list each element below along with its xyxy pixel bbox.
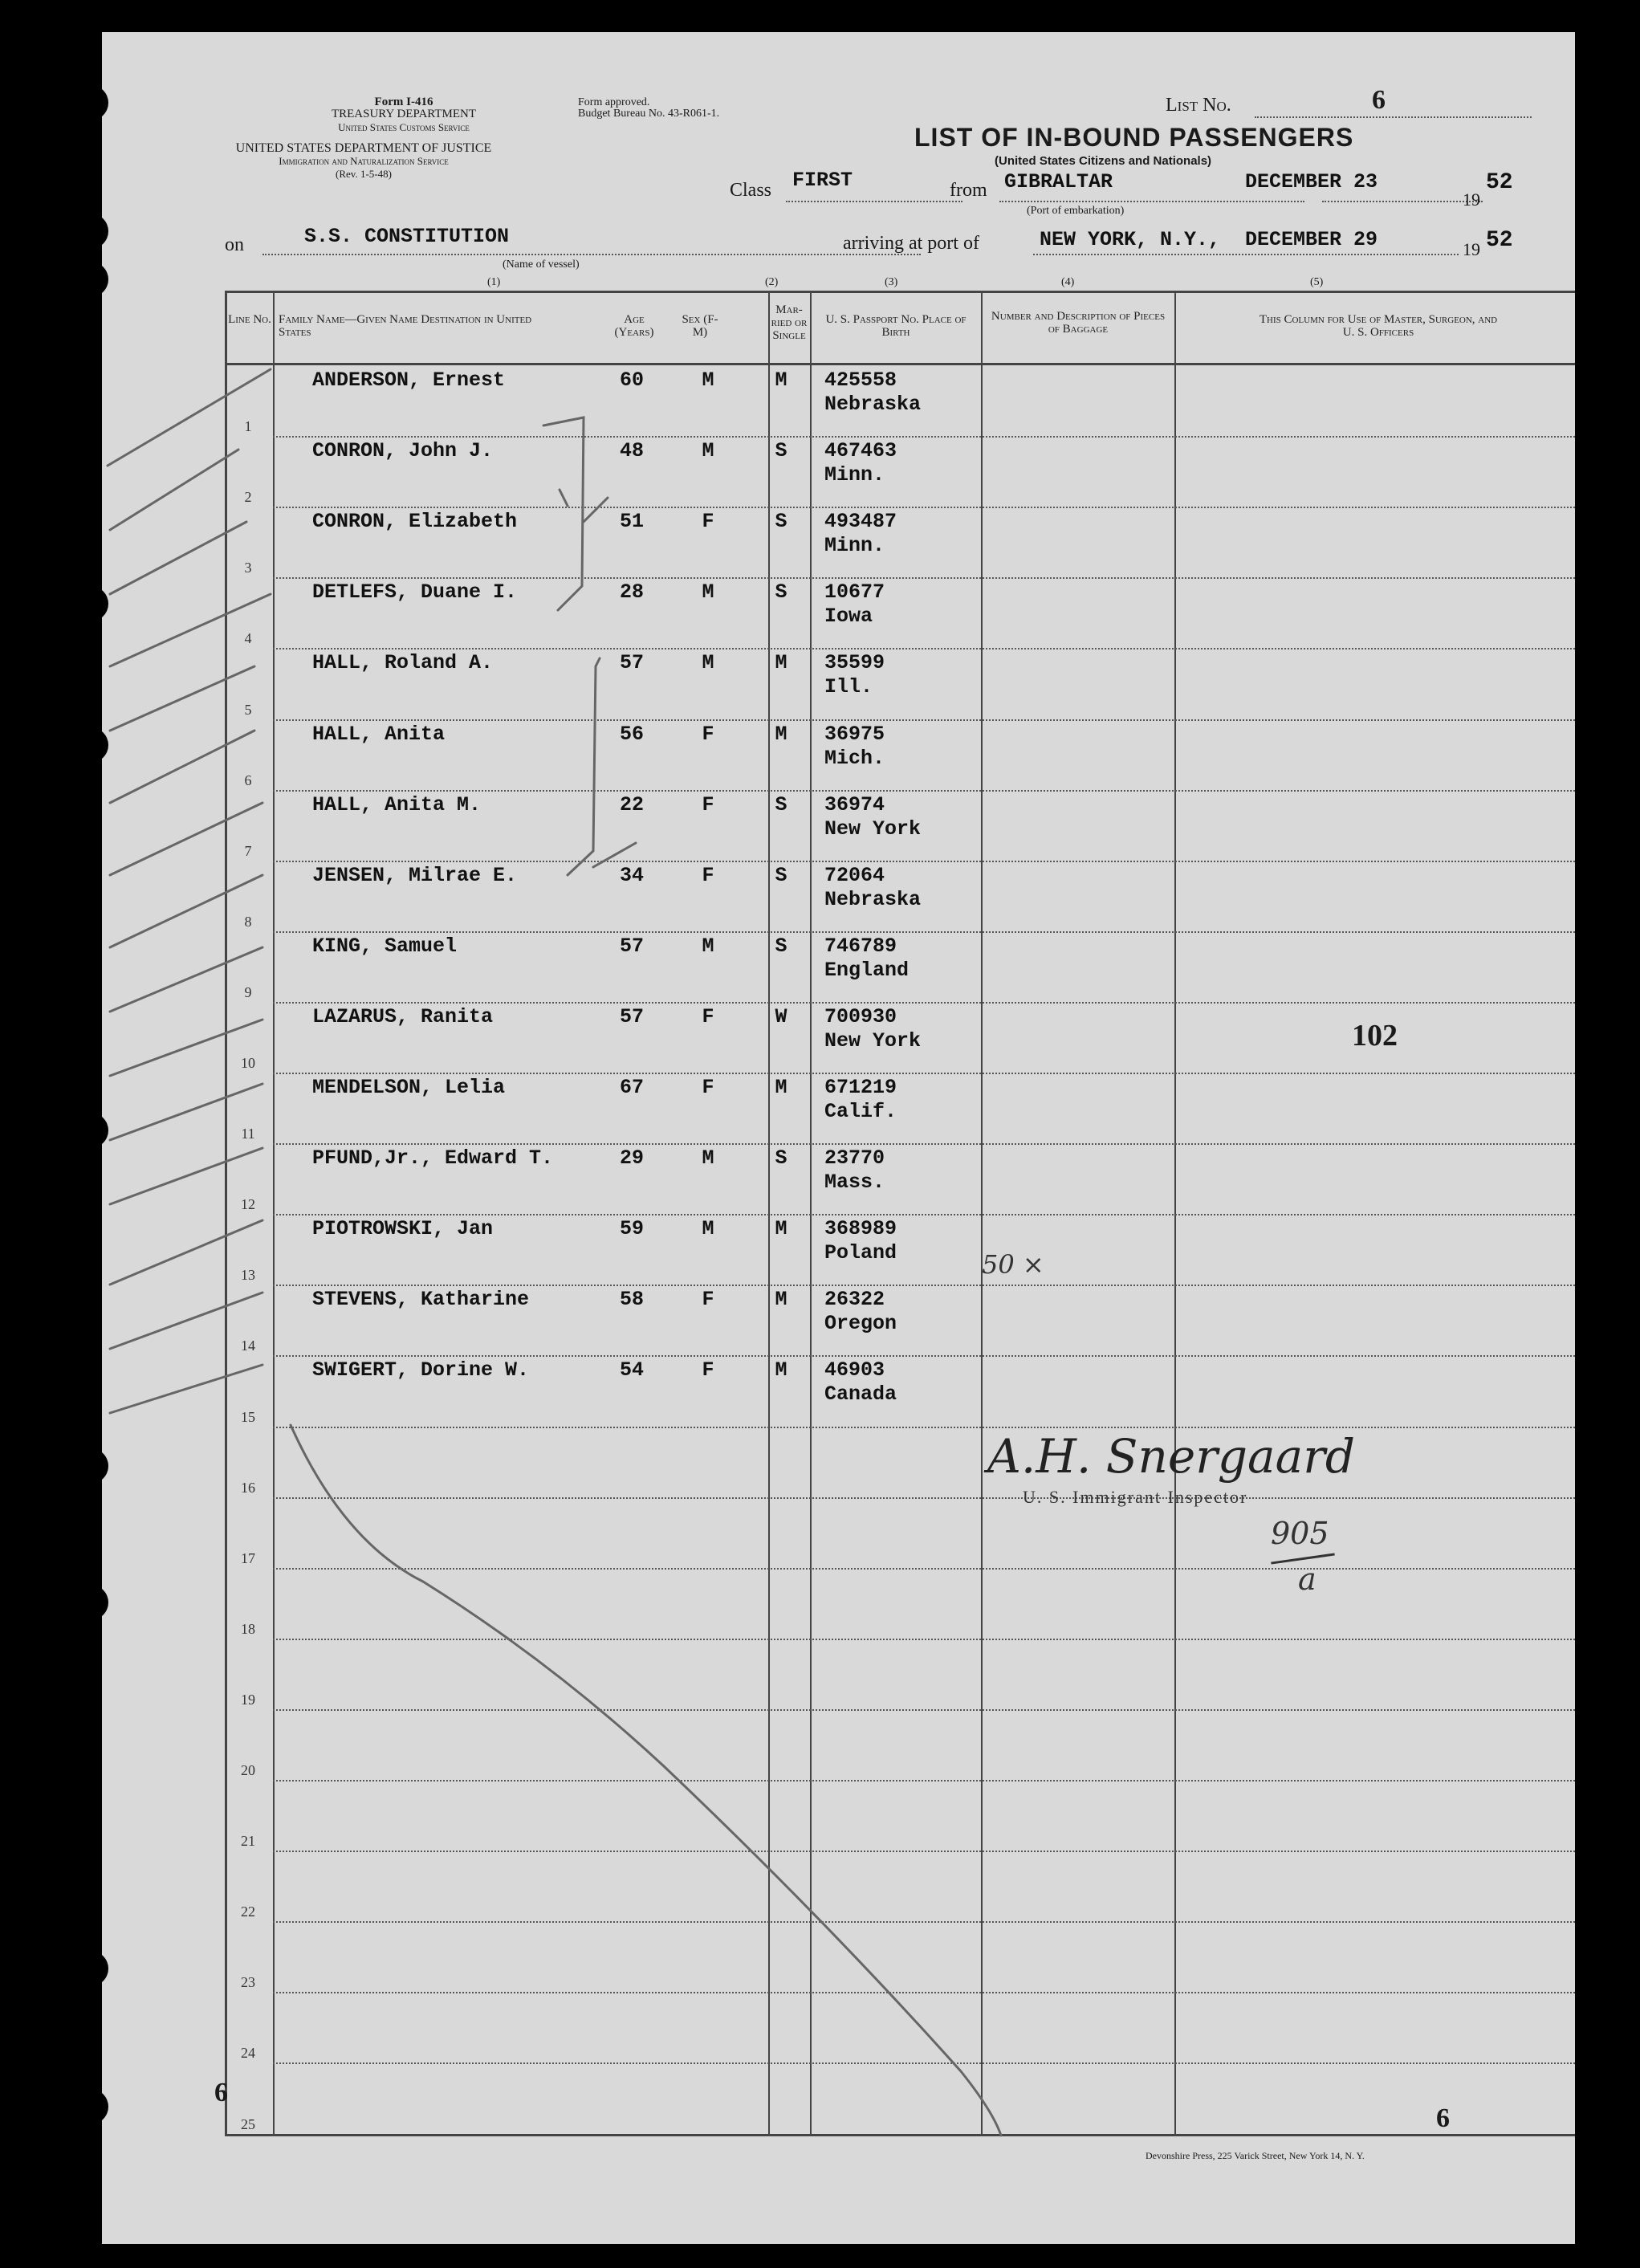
passenger-age: 57: [619, 651, 644, 675]
passport-number: 671219: [824, 1076, 897, 1099]
line-number: 1: [244, 418, 252, 435]
class-value: FIRST: [792, 169, 853, 192]
line-number: 10: [241, 1055, 255, 1071]
list-no-label: List No.: [1166, 95, 1231, 116]
line-number: 12: [241, 1196, 255, 1213]
passenger-name: PFUND,Jr., Edward T.: [312, 1146, 554, 1171]
passenger-name: LAZARUS, Ranita: [312, 1004, 494, 1028]
header-passport: U. S. Passport No. Place of Birth: [825, 313, 967, 339]
birthplace: Oregon: [824, 1312, 897, 1336]
line-number: 2: [244, 489, 252, 506]
passenger-name: HALL, Roland A.: [312, 651, 494, 675]
passenger-age: 51: [619, 510, 644, 534]
list-no-value: 6: [1372, 85, 1386, 115]
passenger-name: PIOTROWSKI, Jan: [312, 1217, 494, 1241]
line-number: 11: [241, 1126, 255, 1142]
passenger-sex: F: [702, 1004, 714, 1028]
col-num-1: (1): [487, 276, 501, 288]
pencil-marks: [102, 32, 1575, 2244]
passenger-sex: F: [702, 1288, 714, 1312]
header-line-no: Line No.: [228, 313, 271, 326]
passenger-marital: M: [775, 1217, 787, 1241]
passenger-age: 60: [619, 368, 644, 392]
on-label: on: [225, 234, 244, 255]
passenger-sex: M: [702, 368, 714, 392]
passport-number: 35599: [824, 651, 885, 675]
col-num-5: (5): [1310, 276, 1324, 288]
passenger-name: JENSEN, Milrae E.: [312, 863, 518, 887]
passenger-age: 54: [619, 1358, 644, 1382]
passenger-marital: M: [775, 368, 787, 392]
page-subtitle: (United States Citizens and Nationals): [995, 154, 1212, 168]
passenger-sex: F: [702, 792, 714, 816]
from-label: from: [950, 180, 987, 201]
col-num-3: (3): [885, 276, 898, 288]
printer-imprint: Devonshire Press, 225 Varick Street, New York 14, N. Y.: [1146, 2150, 1365, 2161]
passenger-age: 34: [619, 863, 644, 887]
line-number: 21: [241, 1833, 255, 1850]
passport-number: 36974: [824, 792, 885, 816]
manifest-sheet: [102, 32, 1575, 2244]
passport-number: 72064: [824, 863, 885, 887]
passenger-marital: S: [775, 792, 787, 816]
passport-number: 746789: [824, 934, 897, 958]
arrival-port: NEW YORK, N.Y.,: [1040, 228, 1221, 251]
passenger-marital: S: [775, 439, 787, 463]
vessel-name: S.S. CONSTITUTION: [304, 225, 510, 248]
birthplace: Mich.: [824, 746, 885, 770]
passport-number: 467463: [824, 439, 897, 463]
line-number: 6: [244, 772, 252, 788]
birthplace: Calif.: [824, 1100, 897, 1123]
passenger-marital: S: [775, 510, 787, 534]
page-title: LIST OF IN-BOUND PASSENGERS: [914, 123, 1354, 152]
line-number: 13: [241, 1267, 255, 1284]
passenger-marital: S: [775, 1146, 787, 1171]
birthplace: New York: [824, 816, 922, 841]
passenger-sex: F: [702, 722, 714, 746]
passenger-age: 29: [619, 1146, 644, 1171]
passenger-age: 58: [619, 1288, 644, 1312]
arriving-label: arriving at port of: [843, 233, 979, 254]
passenger-name: HALL, Anita M.: [312, 792, 482, 816]
birthplace: New York: [824, 1028, 922, 1053]
passenger-sex: M: [702, 651, 714, 675]
passenger-name: SWIGERT, Dorine W.: [312, 1358, 530, 1382]
birthplace: Nebraska: [824, 887, 922, 911]
passenger-age: 56: [619, 722, 644, 746]
line-number: 9: [244, 983, 252, 1000]
fraction-bottom: a: [1298, 1562, 1316, 1597]
birthplace: England: [824, 958, 910, 982]
ins-label: Immigration and Naturalization Service: [279, 155, 449, 167]
passenger-sex: F: [702, 1358, 714, 1382]
line-number: 20: [241, 1762, 255, 1778]
passport-number: 26322: [824, 1288, 885, 1312]
passport-number: 10677: [824, 580, 885, 605]
arrival-date: DECEMBER 29: [1245, 228, 1378, 251]
passenger-sex: M: [702, 1146, 714, 1171]
budget-bureau: Budget Bureau No. 43-R061-1.: [578, 108, 720, 120]
passenger-sex: M: [702, 580, 714, 605]
line-number: 19: [241, 1691, 255, 1708]
line-number: 5: [244, 701, 252, 718]
page-number-right: 6: [1436, 2103, 1450, 2133]
form-number: Form I-416: [374, 96, 433, 108]
year-suffix: 52: [1486, 170, 1513, 195]
line-number: 24: [241, 2045, 255, 2062]
departure-date: DECEMBER 23: [1245, 170, 1378, 193]
passenger-name: ANDERSON, Ernest: [312, 368, 506, 392]
treasury-dept: TREASURY DEPARTMENT: [331, 108, 477, 120]
class-label: Class: [730, 180, 772, 201]
passenger-name: CONRON, John J.: [312, 439, 494, 463]
header-name: Family Name—Given Name Destination in United States: [279, 313, 532, 339]
birthplace: Minn.: [824, 534, 885, 558]
vessel-note: (Name of vessel): [503, 259, 580, 271]
revision: (Rev. 1-5-48): [336, 168, 392, 180]
inspector-signature: A.H. Snergaard: [987, 1429, 1356, 1484]
justice-dept: UNITED STATES DEPARTMENT OF JUSTICE: [235, 141, 492, 155]
line-number: 22: [241, 1904, 255, 1920]
line-number: 25: [241, 2115, 255, 2132]
col-num-4: (4): [1061, 276, 1075, 288]
passenger-age: 22: [619, 792, 644, 816]
col-num-2: (2): [765, 276, 779, 288]
passport-number: 36975: [824, 722, 885, 746]
birthplace: Poland: [824, 1241, 897, 1265]
line-number: 17: [241, 1549, 255, 1566]
passport-number: 700930: [824, 1004, 897, 1028]
line-number: 15: [241, 1408, 255, 1425]
arrival-year-suffix: 52: [1486, 228, 1513, 253]
passenger-name: KING, Samuel: [312, 934, 458, 958]
header-officers: This Column for Use of Master, Surgeon, and U. S. Officers: [1259, 313, 1498, 339]
passenger-marital: S: [775, 863, 787, 887]
birthplace: Nebraska: [824, 393, 922, 416]
passport-number: 368989: [824, 1217, 897, 1241]
from-value: GIBRALTAR: [1004, 170, 1113, 193]
passenger-marital: M: [775, 1358, 787, 1382]
approval-note: Form approved.: [578, 96, 650, 108]
passenger-sex: F: [702, 863, 714, 887]
line-number: 3: [244, 560, 252, 576]
passport-number: 493487: [824, 510, 897, 534]
passenger-sex: M: [702, 934, 714, 958]
birthplace: Canada: [824, 1382, 897, 1407]
passenger-age: 67: [619, 1076, 644, 1099]
header-married: Mar-ried or Single: [771, 303, 808, 342]
passenger-age: 28: [619, 580, 644, 605]
line-number: 8: [244, 913, 252, 930]
passenger-name: HALL, Anita: [312, 722, 446, 746]
page-number-left: 6: [214, 2078, 228, 2107]
passport-number: 46903: [824, 1358, 885, 1382]
passenger-age: 59: [619, 1217, 644, 1241]
passenger-age: 48: [619, 439, 644, 463]
header-sex: Sex (F-M): [682, 313, 718, 339]
passenger-marital: M: [775, 1076, 787, 1099]
officer-note: 102: [1352, 1019, 1398, 1053]
arrival-year-prefix: 19: [1463, 239, 1480, 259]
line-number: 23: [241, 1974, 255, 1991]
line-number: 14: [241, 1338, 255, 1354]
year-prefix: 19: [1463, 189, 1480, 210]
passport-number: 23770: [824, 1146, 885, 1171]
birthplace: Iowa: [824, 605, 873, 629]
passenger-marital: S: [775, 934, 787, 958]
baggage-note: 50 ×: [982, 1249, 1044, 1280]
line-number: 18: [241, 1620, 255, 1637]
customs-service: United States Customs Service: [338, 121, 470, 133]
passenger-marital: S: [775, 580, 787, 605]
passenger-age: 57: [619, 1004, 644, 1028]
passport-number: 425558: [824, 368, 897, 392]
passenger-sex: M: [702, 1217, 714, 1241]
passenger-name: CONRON, Elizabeth: [312, 510, 518, 534]
inspector-title: U. S. Immigrant Inspector: [1023, 1487, 1248, 1507]
passenger-sex: F: [702, 510, 714, 534]
passenger-marital: M: [775, 722, 787, 746]
embark-note: (Port of embarkation): [1027, 205, 1125, 217]
line-number: 7: [244, 842, 252, 859]
passenger-marital: M: [775, 1288, 787, 1312]
passenger-age: 57: [619, 934, 644, 958]
passenger-name: STEVENS, Katharine: [312, 1288, 530, 1312]
header-baggage: Number and Description of Pieces of Baggage: [991, 310, 1166, 336]
birthplace: Mass.: [824, 1171, 885, 1195]
birthplace: Minn.: [824, 463, 885, 487]
line-number: 4: [244, 630, 252, 647]
passenger-name: MENDELSON, Lelia: [312, 1076, 506, 1099]
passenger-name: DETLEFS, Duane I.: [312, 580, 518, 605]
passenger-sex: F: [702, 1076, 714, 1099]
line-number: 16: [241, 1479, 255, 1496]
header-age: Age (Years): [614, 313, 654, 339]
birthplace: Ill.: [824, 675, 873, 699]
fraction-top: 905: [1271, 1516, 1329, 1551]
passenger-marital: W: [775, 1004, 787, 1028]
passenger-sex: M: [702, 439, 714, 463]
passenger-marital: M: [775, 651, 787, 675]
